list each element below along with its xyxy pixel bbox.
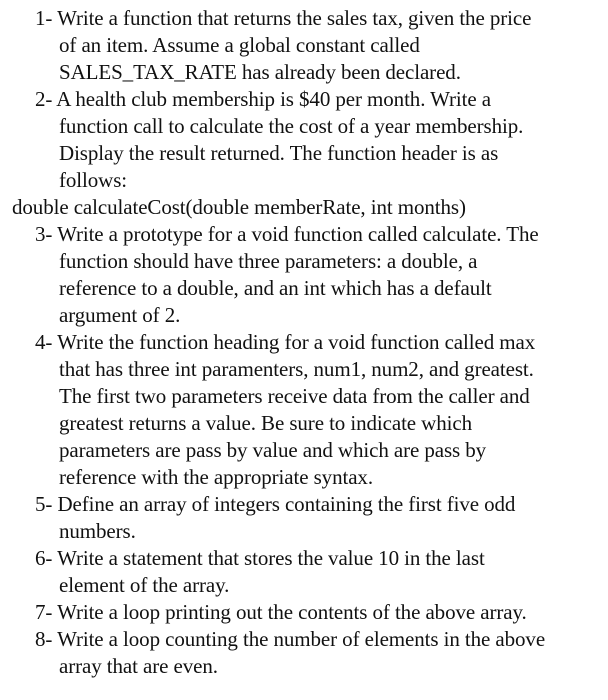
question-3-line-2: function should have three parameters: a double, a [59, 249, 478, 273]
question-1-line-3: SALES_TAX_RATE has already been declared. [59, 60, 461, 84]
question-5-line-2: numbers. [59, 519, 136, 543]
question-8-line-1: 8- Write a loop counting the number of elements in the above [35, 627, 546, 651]
question-4-line-6: reference with the appropriate syntax. [59, 465, 373, 489]
question-2-line-2: function call to calculate the cost of a year membership. [59, 114, 524, 138]
question-1-line-1: 1- Write a function that returns the sales tax, given the price [35, 6, 532, 30]
function-header-code: double calculateCost(double memberRate, int months) [12, 195, 466, 219]
question-4-line-5: parameters are pass by value and which are pass by [59, 438, 487, 462]
question-7-line-1: 7- Write a loop printing out the contents of the above array. [35, 600, 527, 624]
question-6-line-1: 6- Write a statement that stores the value 10 in the last [35, 546, 485, 570]
question-5-line-1: 5- Define an array of integers containing the first five odd [35, 492, 516, 516]
question-4-line-3: The first two parameters receive data from the caller and [59, 384, 530, 408]
question-4-line-4: greatest returns a value. Be sure to indicate which [59, 411, 472, 435]
question-4-line-2: that has three int paramenters, num1, num2, and greatest. [59, 357, 534, 381]
question-6-line-2: element of the array. [59, 573, 230, 597]
question-2-line-1: 2- A health club membership is $40 per month. Write a [35, 87, 491, 111]
question-3-line-4: argument of 2. [59, 303, 181, 327]
question-1-line-2: of an item. Assume a global constant called [59, 33, 420, 57]
question-4-line-1: 4- Write the function heading for a void function called max [35, 330, 536, 354]
question-2-line-4: follows: [59, 168, 128, 192]
question-2-line-3: Display the result returned. The function header is as [59, 141, 499, 165]
question-8-line-2: array that are even. [59, 654, 218, 678]
question-3-line-1: 3- Write a prototype for a void function called calculate. The [35, 222, 539, 246]
question-3-line-3: reference to a double, and an int which has a default [59, 276, 492, 300]
